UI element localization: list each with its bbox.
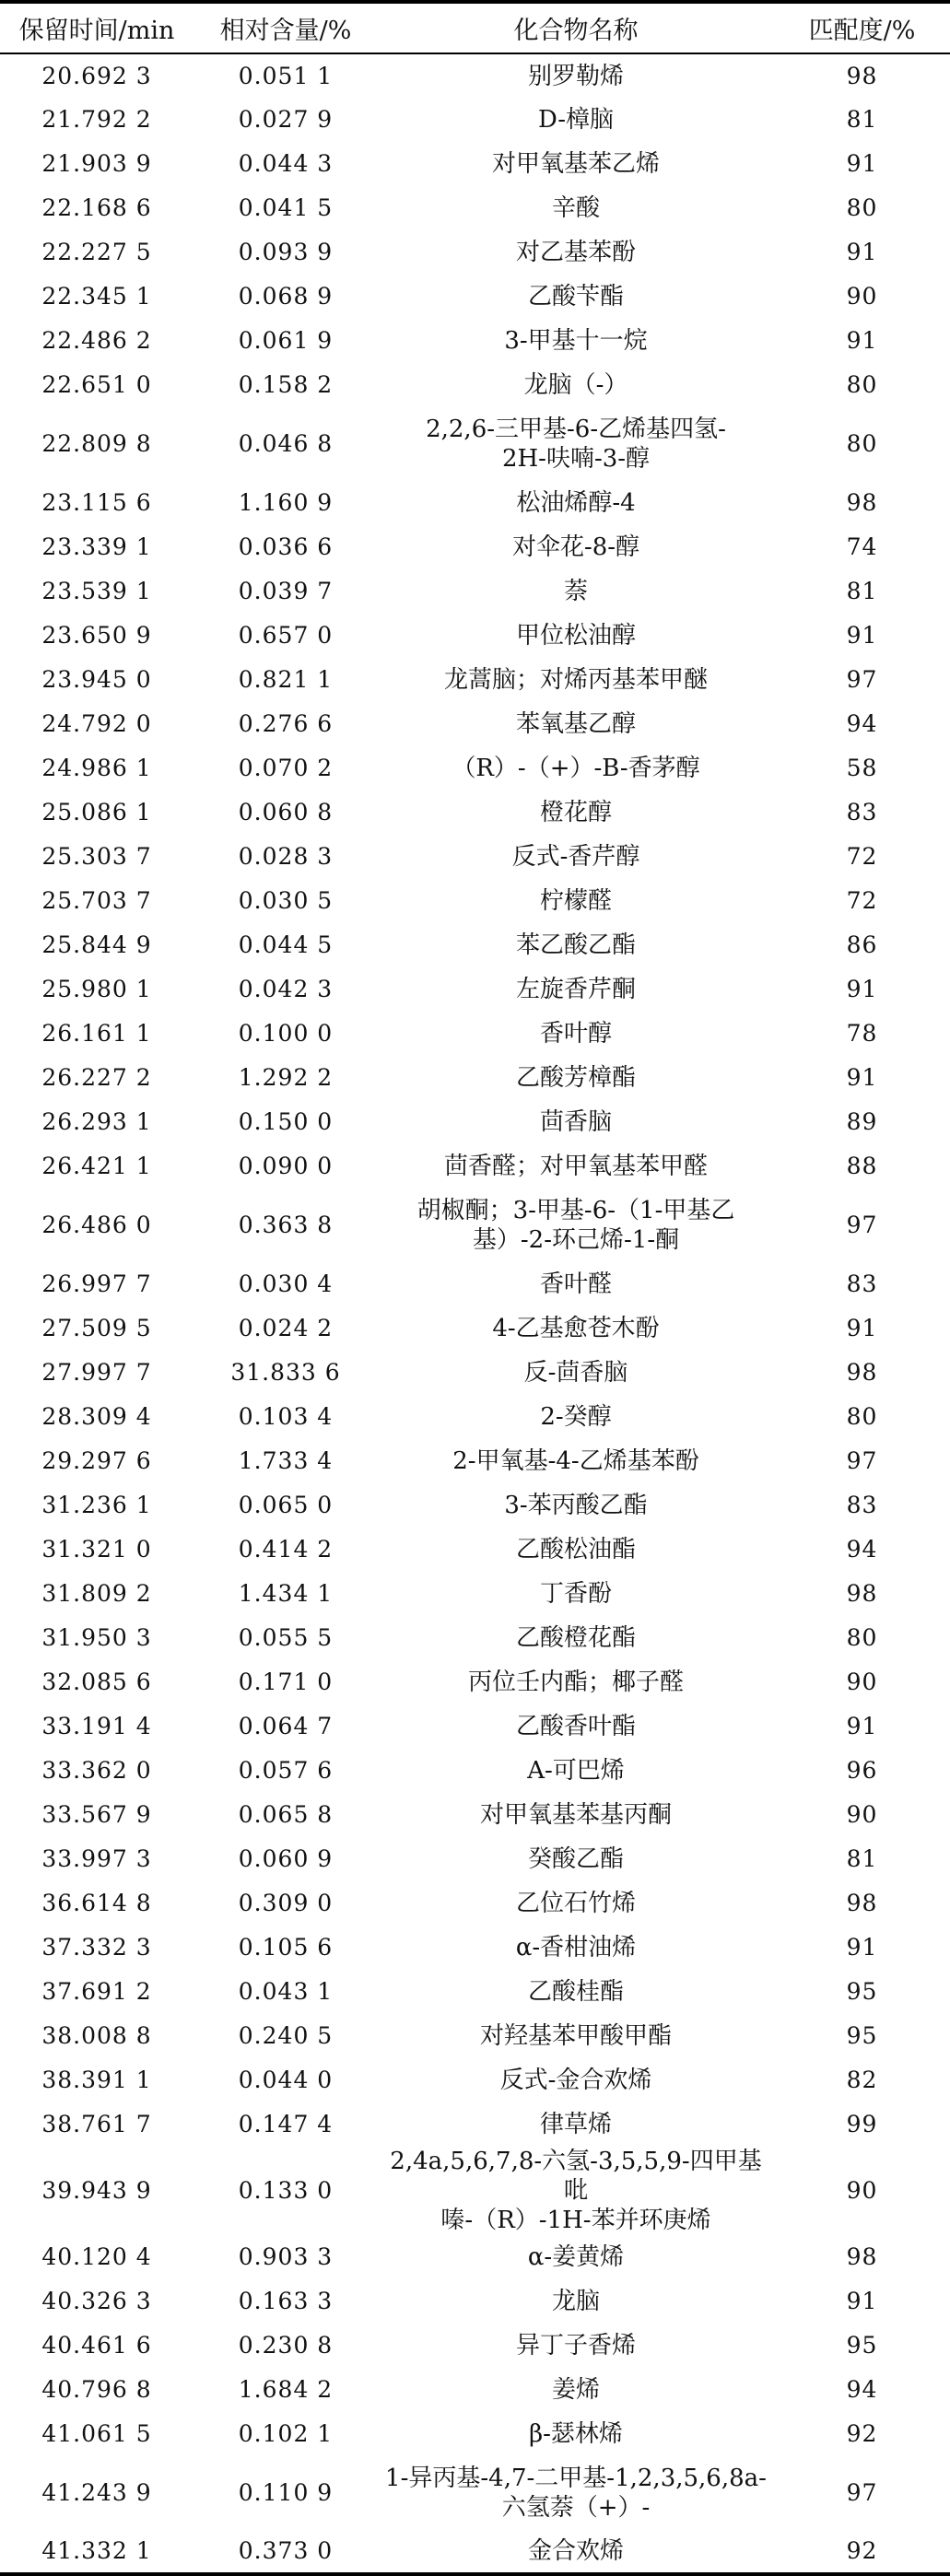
match-degree-cell: 94 <box>846 710 878 737</box>
relative-content-cell: 0.044 0 <box>238 2067 334 2093</box>
relative-content-cell: 1.434 1 <box>238 1580 334 1607</box>
compound-name-cell: 香叶醛 <box>539 1270 612 1298</box>
compound-name-cell: 2-甲氧基-4-乙烯基苯酚 <box>452 1447 699 1475</box>
compound-name-cell: 反式-香芹醇 <box>511 843 640 871</box>
table-row <box>0 1483 950 1528</box>
table-row <box>0 2412 950 2456</box>
compound-name-cell: 乙酸苄酯 <box>527 283 624 310</box>
match-degree-cell: 91 <box>846 327 878 354</box>
table-row <box>0 2102 950 2147</box>
match-degree-cell: 81 <box>846 1845 878 1872</box>
retention-time-cell: 22.227 5 <box>41 239 152 265</box>
table-row <box>0 1144 950 1188</box>
table-row <box>0 923 950 967</box>
match-degree-cell: 80 <box>846 194 878 221</box>
match-degree-cell: 91 <box>846 1934 878 1961</box>
relative-content-cell: 0.414 2 <box>238 1536 334 1563</box>
compound-name-cell: 丁香酚 <box>539 1580 612 1608</box>
match-degree-cell: 91 <box>846 239 878 265</box>
retention-time-cell: 24.792 0 <box>41 710 152 737</box>
table-row <box>0 2235 950 2279</box>
table-row <box>0 746 950 790</box>
match-degree-cell: 98 <box>846 489 878 516</box>
relative-content-cell: 0.030 5 <box>238 887 334 914</box>
table-row <box>0 1188 950 1262</box>
relative-content-cell: 0.060 9 <box>238 1845 334 1872</box>
retention-time-cell: 36.614 8 <box>41 1890 152 1916</box>
compound-name-cell: A-可巴烯 <box>527 1757 625 1785</box>
table-row <box>0 1056 950 1100</box>
compound-name-cell: α-香柑油烯 <box>515 1934 637 1961</box>
table-row <box>0 525 950 569</box>
compound-name-cell: 对甲氧基苯基丙酮 <box>479 1801 672 1829</box>
match-degree-cell: 95 <box>846 2332 878 2359</box>
compound-name-cell: 金合欢烯 <box>378 2530 774 2574</box>
relative-content-cell: 0.103 4 <box>238 1403 334 1430</box>
match-degree-cell: 58 <box>846 755 878 781</box>
table-row <box>0 1881 950 1926</box>
retention-time-cell: 28.309 4 <box>41 1403 152 1430</box>
compound-name-cell: D-樟脑 <box>537 106 615 134</box>
match-degree-cell: 98 <box>846 1580 878 1607</box>
retention-time-cell: 22.809 8 <box>41 430 152 457</box>
retention-time-cell: 33.191 4 <box>41 1713 152 1739</box>
table-row <box>0 481 950 525</box>
compound-name-cell: 柠檬醛 <box>539 887 612 915</box>
relative-content-cell: 31.833 6 <box>230 1359 341 1386</box>
match-degree-cell: 91 <box>846 1713 878 1739</box>
relative-content-cell: 0.657 0 <box>238 622 334 649</box>
retention-time-cell: 41.243 9 <box>41 2479 152 2506</box>
header-compound-name: 化合物名称 <box>378 2 774 53</box>
retention-time-cell: 32.085 6 <box>41 1669 152 1695</box>
relative-content-cell: 0.065 0 <box>238 1492 334 1518</box>
table-row <box>0 658 950 702</box>
relative-content-cell: 0.373 0 <box>194 2530 378 2574</box>
match-degree-cell: 88 <box>846 1153 878 1179</box>
compound-name-cell: 律草烯 <box>539 2111 612 2138</box>
retention-time-cell: 41.332 1 <box>0 2530 194 2574</box>
table-row <box>0 569 950 614</box>
relative-content-cell: 0.055 5 <box>238 1624 334 1651</box>
relative-content-cell: 0.057 6 <box>238 1757 334 1784</box>
retention-time-cell: 40.461 6 <box>41 2332 152 2359</box>
compound-name-cell: 乙酸松油酯 <box>515 1536 636 1563</box>
match-degree-cell: 83 <box>846 799 878 825</box>
retention-time-cell: 26.293 1 <box>41 1108 152 1135</box>
compound-name-cell: 龙蒿脑；对烯丙基苯甲醚 <box>443 666 708 694</box>
compound-name-cell: 3-甲基十一烷 <box>504 327 648 355</box>
table-row <box>0 1395 950 1439</box>
retention-time-cell: 26.997 7 <box>41 1270 152 1297</box>
table-row <box>0 614 950 658</box>
retention-time-cell: 33.362 0 <box>41 1757 152 1784</box>
match-degree-cell: 74 <box>846 533 878 560</box>
retention-time-cell: 38.008 8 <box>41 2022 152 2049</box>
table-row <box>0 2530 950 2574</box>
match-degree-cell: 95 <box>846 2022 878 2049</box>
relative-content-cell: 0.065 8 <box>238 1801 334 1828</box>
match-degree-cell: 99 <box>846 2111 878 2137</box>
relative-content-cell: 0.027 9 <box>238 106 334 133</box>
compound-name-cell: 对伞花-8-醇 <box>511 533 640 561</box>
retention-time-cell: 37.332 3 <box>41 1934 152 1961</box>
table-row <box>0 1970 950 2014</box>
match-degree-cell: 98 <box>846 2243 878 2270</box>
table-row <box>0 2058 950 2102</box>
retention-time-cell: 39.943 9 <box>41 2177 152 2204</box>
relative-content-cell: 0.240 5 <box>238 2022 334 2049</box>
relative-content-cell: 0.100 0 <box>238 1020 334 1047</box>
match-degree-cell: 90 <box>846 1801 878 1828</box>
retention-time-cell: 23.650 9 <box>41 622 152 649</box>
relative-content-cell: 0.060 8 <box>238 799 334 825</box>
relative-content-cell: 1.292 2 <box>238 1064 334 1091</box>
table-row <box>0 53 950 98</box>
retention-time-cell: 21.903 9 <box>41 150 152 177</box>
compound-name-cell: 对羟基苯甲酸甲酯 <box>479 2022 672 2050</box>
match-degree-cell: 86 <box>846 931 878 958</box>
compound-name-cell: 对乙基苯酚 <box>515 239 636 266</box>
match-degree-cell: 80 <box>846 371 878 398</box>
match-degree-cell: 95 <box>846 1978 878 2005</box>
retention-time-cell: 20.692 3 <box>41 62 152 89</box>
relative-content-cell: 0.158 2 <box>238 371 334 398</box>
retention-time-cell: 40.796 8 <box>41 2376 152 2403</box>
retention-time-cell: 21.792 2 <box>41 106 152 133</box>
table-row <box>0 2368 950 2412</box>
relative-content-cell: 0.046 8 <box>238 430 334 457</box>
table-row <box>0 1616 950 1660</box>
match-degree-cell: 91 <box>846 2288 878 2314</box>
match-degree-cell: 81 <box>846 106 878 133</box>
match-degree-cell: 81 <box>846 578 878 604</box>
compound-name-cell: 3-苯丙酸乙酯 <box>504 1492 648 1519</box>
table-row <box>0 1572 950 1616</box>
relative-content-cell: 1.733 4 <box>238 1447 334 1474</box>
relative-content-cell: 1.160 9 <box>238 489 334 516</box>
relative-content-cell: 0.070 2 <box>238 755 334 781</box>
retention-time-cell: 33.567 9 <box>41 1801 152 1828</box>
match-degree-cell: 94 <box>846 1536 878 1563</box>
table-row <box>0 967 950 1012</box>
retention-time-cell: 22.345 1 <box>41 283 152 310</box>
relative-content-cell: 0.036 6 <box>238 533 334 560</box>
table-row <box>0 1660 950 1704</box>
retention-time-cell: 38.391 1 <box>41 2067 152 2093</box>
table-row <box>0 2456 950 2530</box>
compound-name-cell: 1-异丙基-4,7-二甲基-1,2,3,5,6,8a- 六氢萘（+）- <box>385 2465 767 2522</box>
retention-time-cell: 25.303 7 <box>41 843 152 870</box>
table-row <box>0 2014 950 2058</box>
compound-name-cell: 反式-金合欢烯 <box>499 2067 652 2094</box>
retention-time-cell: 31.809 2 <box>41 1580 152 1607</box>
retention-time-cell: 22.486 2 <box>41 327 152 354</box>
retention-time-cell: 33.997 3 <box>41 1845 152 1872</box>
compound-name-cell: 4-乙基愈苍木酚 <box>492 1315 660 1342</box>
table-row <box>0 1439 950 1483</box>
retention-time-cell: 25.703 7 <box>41 887 152 914</box>
match-degree-cell: 90 <box>846 283 878 310</box>
compound-name-cell: 茴香脑 <box>539 1108 612 1136</box>
relative-content-cell: 0.903 3 <box>238 2243 334 2270</box>
compound-name-cell: 癸酸乙酯 <box>527 1845 624 1873</box>
match-degree-cell: 98 <box>846 62 878 89</box>
match-degree-cell: 82 <box>846 2067 878 2093</box>
relative-content-cell: 0.030 4 <box>238 1270 334 1297</box>
relative-content-cell: 0.064 7 <box>238 1713 334 1739</box>
header-relative-content: 相对含量/% <box>194 2 378 53</box>
match-degree-cell: 90 <box>846 2177 878 2204</box>
table-row <box>0 186 950 230</box>
relative-content-cell: 0.309 0 <box>238 1890 334 1916</box>
retention-time-cell: 37.691 2 <box>41 1978 152 2005</box>
match-degree-cell: 83 <box>846 1492 878 1518</box>
table-row <box>0 1749 950 1793</box>
retention-time-cell: 23.945 0 <box>41 666 152 693</box>
match-degree-cell: 80 <box>846 1403 878 1430</box>
match-degree-cell: 98 <box>846 1890 878 1916</box>
compound-name-cell: 丙位壬内酯；椰子醛 <box>467 1669 684 1696</box>
match-degree-cell: 89 <box>846 1108 878 1135</box>
compound-name-cell: 橙花醇 <box>539 799 612 826</box>
table-row <box>0 835 950 879</box>
relative-content-cell: 0.044 3 <box>238 150 334 177</box>
retention-time-cell: 25.086 1 <box>41 799 152 825</box>
match-degree-cell: 72 <box>846 843 878 870</box>
match-degree-cell: 97 <box>846 1212 878 1238</box>
compound-name-cell: 别罗勒烯 <box>527 62 624 90</box>
retention-time-cell: 26.161 1 <box>41 1020 152 1047</box>
retention-time-cell: 27.997 7 <box>41 1359 152 1386</box>
relative-content-cell: 0.042 3 <box>238 976 334 1002</box>
match-degree-cell: 83 <box>846 1270 878 1297</box>
compound-name-cell: α-姜黄烯 <box>527 2243 625 2271</box>
retention-time-cell: 23.339 1 <box>41 533 152 560</box>
table-row <box>0 1012 950 1056</box>
table-row <box>0 1704 950 1749</box>
match-degree-cell: 80 <box>846 430 878 457</box>
compound-name-cell: 萘 <box>563 578 588 605</box>
compound-name-cell: 甲位松油醇 <box>515 622 636 650</box>
table-row <box>0 230 950 275</box>
compound-name-cell: 胡椒酮；3-甲基-6-（1-甲基乙 基）-2-环己烯-1-酮 <box>416 1197 735 1254</box>
relative-content-cell: 0.061 9 <box>238 327 334 354</box>
relative-content-cell: 0.163 3 <box>238 2288 334 2314</box>
header-match-degree: 匹配度/% <box>774 2 950 53</box>
match-degree-cell: 72 <box>846 887 878 914</box>
compound-name-cell: 乙酸桂酯 <box>527 1978 624 2006</box>
retention-time-cell: 38.761 7 <box>41 2111 152 2137</box>
header-retention-time: 保留时间/min <box>0 2 194 53</box>
retention-time-cell: 31.950 3 <box>41 1624 152 1651</box>
match-degree-cell: 91 <box>846 976 878 1002</box>
match-degree-cell: 97 <box>846 666 878 693</box>
match-degree-cell: 92 <box>774 2530 950 2574</box>
table-row <box>0 702 950 746</box>
match-degree-cell: 98 <box>846 1359 878 1386</box>
relative-content-cell: 0.147 4 <box>238 2111 334 2137</box>
retention-time-cell: 27.509 5 <box>41 1315 152 1341</box>
compound-name-cell: 香叶醇 <box>539 1020 612 1048</box>
relative-content-cell: 0.039 7 <box>238 578 334 604</box>
match-degree-cell: 91 <box>846 1315 878 1341</box>
match-degree-cell: 91 <box>846 150 878 177</box>
table-row <box>0 1793 950 1837</box>
retention-time-cell: 40.120 4 <box>41 2243 152 2270</box>
compound-name-cell: 2-癸醇 <box>540 1403 612 1431</box>
compound-name-cell: 姜烯 <box>551 2376 600 2404</box>
compound-name-cell: 对甲氧基苯乙烯 <box>491 150 660 178</box>
compound-name-cell: 乙酸橙花酯 <box>515 1624 636 1652</box>
compound-name-cell: 辛酸 <box>551 194 600 222</box>
retention-time-cell: 24.986 1 <box>41 755 152 781</box>
table-row <box>0 1100 950 1144</box>
compound-name-cell: 异丁子香烯 <box>515 2332 636 2359</box>
relative-content-cell: 0.171 0 <box>238 1669 334 1695</box>
table-row <box>0 879 950 923</box>
retention-time-cell: 31.321 0 <box>41 1536 152 1563</box>
retention-time-cell: 41.061 5 <box>41 2420 152 2447</box>
relative-content-cell: 0.105 6 <box>238 1934 334 1961</box>
compound-name-cell: 反-茴香脑 <box>523 1359 628 1387</box>
table-row <box>0 98 950 142</box>
compound-name-cell: 2,4a,5,6,7,8-六氢-3,5,5,9-四甲基吡 嗪-（R）-1H-苯并环庚烯 <box>390 2148 762 2234</box>
compound-name-cell: 乙位石竹烯 <box>515 1890 636 1917</box>
relative-content-cell: 0.051 1 <box>238 62 334 89</box>
relative-content-cell: 0.230 8 <box>238 2332 334 2359</box>
retention-time-cell: 40.326 3 <box>41 2288 152 2314</box>
table-row <box>0 319 950 363</box>
match-degree-cell: 91 <box>846 622 878 649</box>
relative-content-cell: 0.041 5 <box>238 194 334 221</box>
table-row <box>0 363 950 407</box>
compound-name-cell: 苯乙酸乙酯 <box>515 931 636 959</box>
retention-time-cell: 22.651 0 <box>41 371 152 398</box>
relative-content-cell: 0.043 1 <box>238 1978 334 2005</box>
table-row <box>0 1528 950 1572</box>
match-degree-cell: 80 <box>846 1624 878 1651</box>
relative-content-cell: 0.102 1 <box>238 2420 334 2447</box>
compound-name-cell: 乙酸芳樟酯 <box>515 1064 636 1092</box>
compound-name-cell: 苯氧基乙醇 <box>515 710 636 738</box>
retention-time-cell: 22.168 6 <box>41 194 152 221</box>
relative-content-cell: 0.044 5 <box>238 931 334 958</box>
relative-content-cell: 0.068 9 <box>238 283 334 310</box>
relative-content-cell: 0.150 0 <box>238 1108 334 1135</box>
retention-time-cell: 25.844 9 <box>41 931 152 958</box>
table-row <box>0 275 950 319</box>
retention-time-cell: 31.236 1 <box>41 1492 152 1518</box>
match-degree-cell: 92 <box>846 2420 878 2447</box>
relative-content-cell: 0.276 6 <box>238 710 334 737</box>
match-degree-cell: 96 <box>846 1757 878 1784</box>
compound-name-cell: β-瑟林烯 <box>529 2420 623 2448</box>
table-row <box>0 1837 950 1881</box>
match-degree-cell: 90 <box>846 1669 878 1695</box>
table-row <box>0 1926 950 1970</box>
match-degree-cell: 91 <box>846 1064 878 1091</box>
retention-time-cell: 26.486 0 <box>41 1212 152 1238</box>
table-row <box>0 2279 950 2324</box>
match-degree-cell: 78 <box>846 1020 878 1047</box>
relative-content-cell: 0.363 8 <box>238 1212 334 1238</box>
compound-name-cell: 2,2,6-三甲基-6-乙烯基四氢- 2H-呋喃-3-醇 <box>426 416 726 473</box>
table-row <box>0 2147 950 2235</box>
retention-time-cell: 29.297 6 <box>41 1447 152 1474</box>
table-header <box>0 2 950 53</box>
retention-time-cell: 26.227 2 <box>41 1064 152 1091</box>
match-degree-cell: 97 <box>846 2479 878 2506</box>
compound-name-cell: 茴香醛；对甲氧基苯甲醛 <box>443 1153 708 1180</box>
table-body <box>0 53 950 2574</box>
compound-name-cell: 左旋香芹酮 <box>515 976 636 1003</box>
table-row <box>0 407 950 481</box>
compound-name-cell: 乙酸香叶酯 <box>515 1713 636 1740</box>
compound-name-cell: 龙脑（-） <box>523 371 628 399</box>
table-row <box>0 1306 950 1351</box>
match-degree-cell: 94 <box>846 2376 878 2403</box>
table-row <box>0 2324 950 2368</box>
relative-content-cell: 0.093 9 <box>238 239 334 265</box>
retention-time-cell: 25.980 1 <box>41 976 152 1002</box>
compound-name-cell: 龙脑 <box>551 2288 600 2315</box>
relative-content-cell: 0.024 2 <box>238 1315 334 1341</box>
relative-content-cell: 0.090 0 <box>238 1153 334 1179</box>
retention-time-cell: 23.539 1 <box>41 578 152 604</box>
header-row <box>0 2 950 53</box>
relative-content-cell: 0.821 1 <box>238 666 334 693</box>
relative-content-cell: 0.133 0 <box>238 2177 334 2204</box>
table-row <box>0 1262 950 1306</box>
relative-content-cell: 0.110 9 <box>238 2479 334 2506</box>
compound-name-cell: 松油烯醇-4 <box>516 489 636 517</box>
relative-content-cell: 1.684 2 <box>238 2376 334 2403</box>
retention-time-cell: 23.115 6 <box>41 489 152 516</box>
relative-content-cell: 0.028 3 <box>238 843 334 870</box>
compound-name-cell: （R）-（+）-B-香茅醇 <box>452 755 700 782</box>
retention-time-cell: 26.421 1 <box>41 1153 152 1179</box>
match-degree-cell: 97 <box>846 1447 878 1474</box>
table-row <box>0 142 950 186</box>
table-row <box>0 1351 950 1395</box>
table-row <box>0 790 950 835</box>
